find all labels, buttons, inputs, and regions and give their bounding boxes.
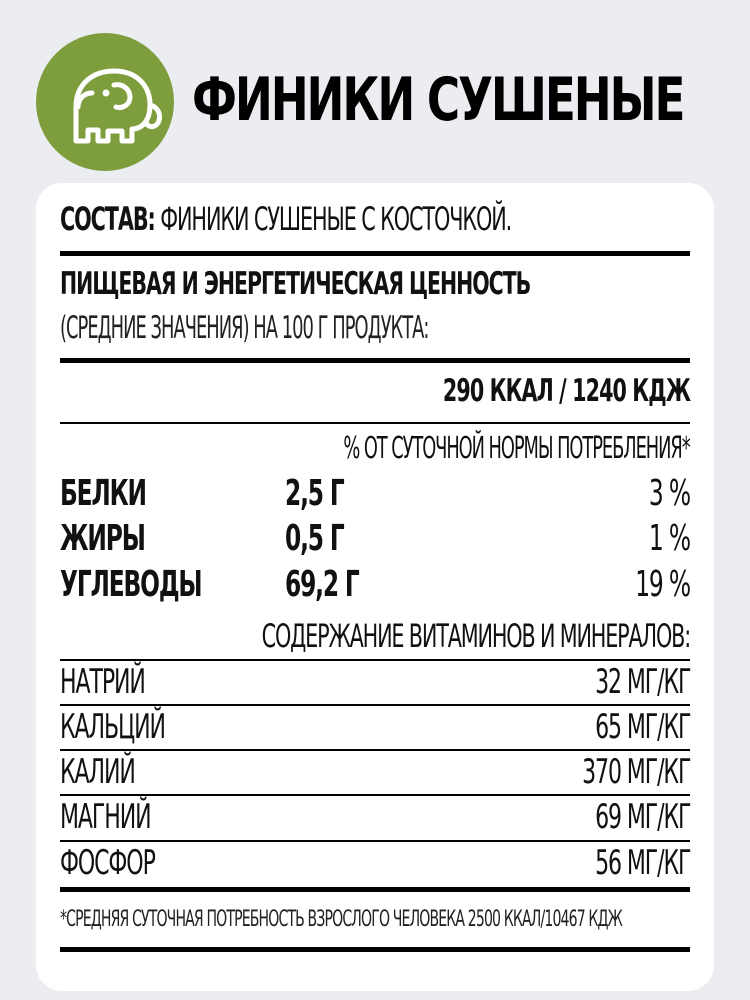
header <box>0 0 750 180</box>
mineral-value: 65 МГ/КГ <box>594 707 690 747</box>
minerals-title: СОДЕРЖАНИЕ ВИТАМИНОВ И МИНЕРАЛОВ: <box>261 617 690 655</box>
macro-row-fat <box>60 517 690 561</box>
mineral-value: 32 МГ/КГ <box>594 662 690 702</box>
macro-row-protein <box>60 472 690 516</box>
composition-line <box>60 195 690 243</box>
brand-logo <box>36 33 174 171</box>
macro-value: 0,5 Г <box>285 518 344 559</box>
divider <box>60 947 690 952</box>
mineral-row-phosphorus <box>60 841 690 885</box>
divider <box>60 251 690 256</box>
mineral-row-magnesium <box>60 795 690 839</box>
divider <box>60 887 690 892</box>
composition-label: СОСТАВ: <box>60 200 155 238</box>
mineral-name: ФОСФОР <box>60 843 155 883</box>
macro-value: 69,2 Г <box>285 564 359 605</box>
energy-value: 290 ККАЛ / 1240 КДЖ <box>442 373 690 409</box>
mineral-row-calcium <box>60 705 690 749</box>
footnote: *СРЕДНЯЯ СУТОЧНАЯ ПОТРЕБНОСТЬ ВЗРОСЛОГО ЧЕЛОВЕКА 2500 ККАЛ/10467 КДЖ <box>60 907 622 932</box>
composition-value: ФИНИКИ СУШЕНЫЕ С КОСТОЧКОЙ. <box>160 200 512 238</box>
nutrition-subtitle: (СРЕДНИЕ ЗНАЧЕНИЯ) НА 100 Г ПРОДУКТА: <box>60 310 429 346</box>
macro-name: УГЛЕВОДЫ <box>60 564 202 605</box>
mineral-name: КАЛЬЦИЙ <box>60 707 165 747</box>
mineral-value: 56 МГ/КГ <box>594 843 690 883</box>
macro-percent: 19 % <box>635 564 690 605</box>
mineral-name: НАТРИЙ <box>60 662 145 702</box>
mineral-row-sodium <box>60 660 690 704</box>
product-title: ФИНИКИ СУШЕНЫЕ <box>192 65 684 135</box>
macro-percent: 3 % <box>649 473 690 514</box>
mineral-value: 370 МГ/КГ <box>581 752 690 792</box>
macro-row-carbs <box>60 563 690 607</box>
macro-percent: 1 % <box>649 518 690 559</box>
mineral-value: 69 МГ/КГ <box>594 797 690 837</box>
mineral-name: КАЛИЙ <box>60 752 135 792</box>
macro-name: ЖИРЫ <box>60 518 145 559</box>
macro-name: БЕЛКИ <box>60 473 146 514</box>
daily-norm-header: % ОТ СУТОЧНОЙ НОРМЫ ПОТРЕБЛЕНИЯ* <box>343 431 690 466</box>
mineral-row-potassium <box>60 750 690 794</box>
mineral-name: МАГНИЙ <box>60 797 151 837</box>
divider <box>60 358 690 363</box>
nutrition-title: ПИЩЕВАЯ И ЭНЕРГЕТИЧЕСКАЯ ЦЕННОСТЬ <box>60 266 531 302</box>
elephant-icon <box>36 33 174 171</box>
divider <box>60 422 690 424</box>
macro-value: 2,5 Г <box>285 473 344 514</box>
